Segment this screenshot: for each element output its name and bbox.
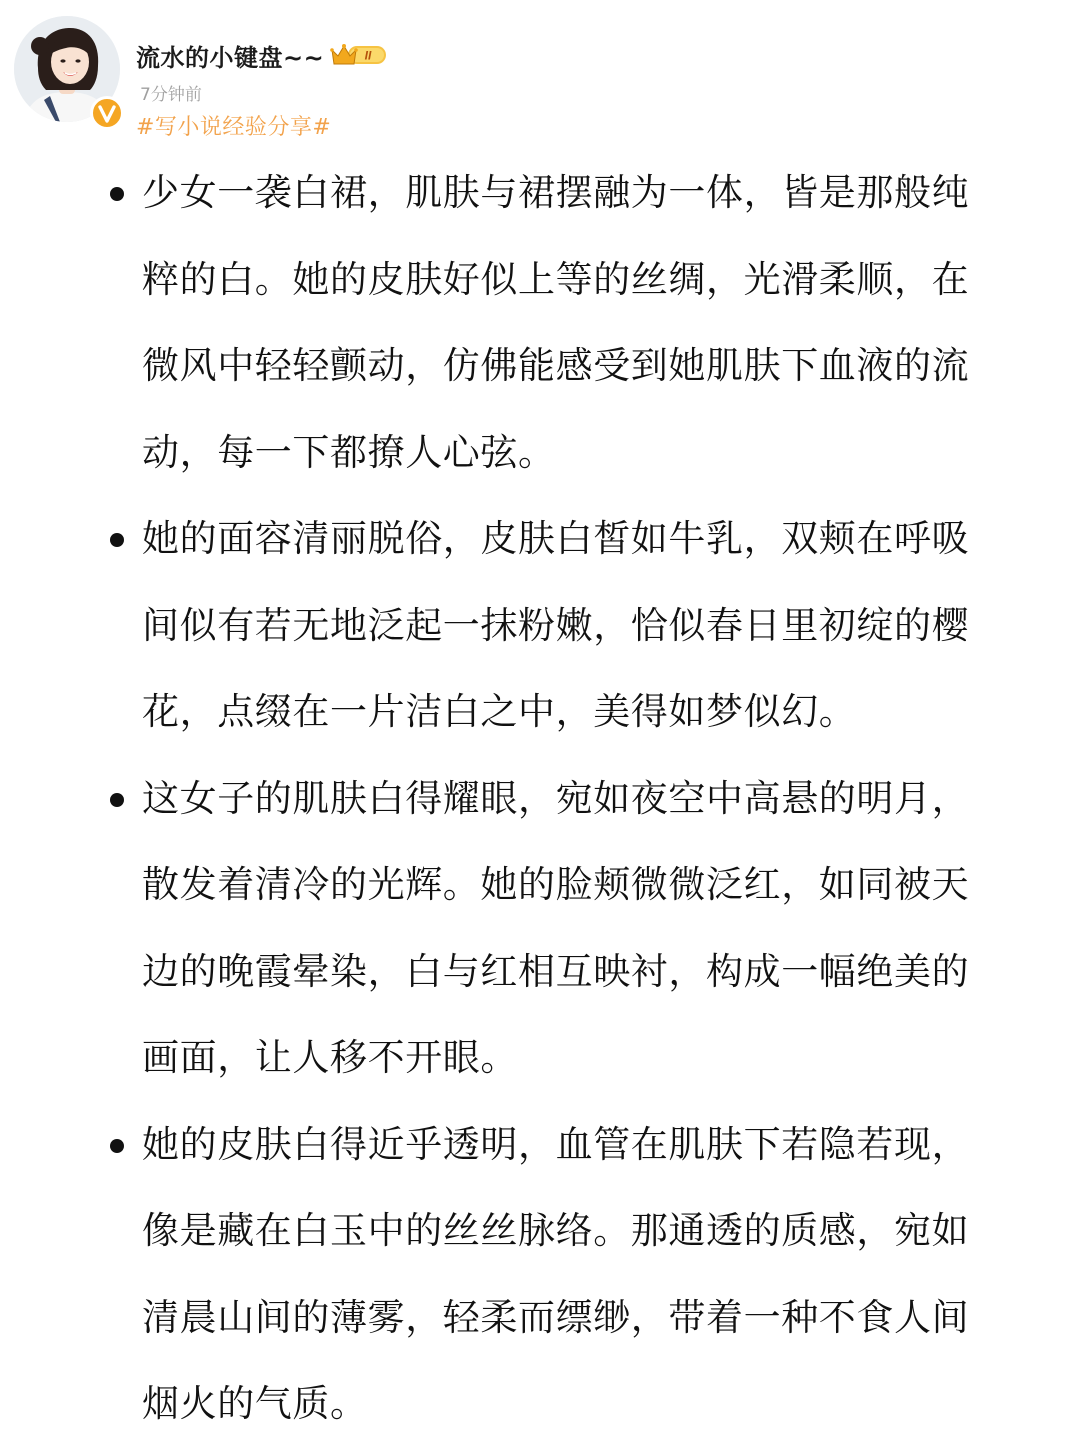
- list-item: [104, 1102, 1004, 1448]
- post-header: [0, 0, 1080, 150]
- post-body: [104, 150, 1004, 1448]
- bullet-dot-icon: [110, 187, 124, 201]
- bullet-dot-icon: [110, 793, 124, 807]
- verified-icon: [90, 96, 124, 130]
- bullet-text: 这女子的肌肤白得耀眼，宛如夜空中高悬的明月，散发着清冷的光辉。她的脸颊微微泛红，如同被天边的晚霞晕染，白与红相互映衬，构成一幅绝美的画面，让人移不开眼。: [142, 776, 970, 1079]
- list-item: [104, 756, 1004, 1102]
- bullet-dot-icon: [110, 1139, 124, 1153]
- vip-level-text: II: [364, 48, 372, 63]
- crown-level-badge-icon[interactable]: [330, 42, 388, 68]
- author-name[interactable]: 流水的小键盘~~: [136, 43, 325, 72]
- list-item: [104, 150, 1004, 496]
- topic-tag[interactable]: #写小说经验分享#: [136, 115, 332, 140]
- bullet-text: 少女一袭白裙，肌肤与裙摆融为一体，皆是那般纯粹的白。她的皮肤好似上等的丝绸，光滑柔顺，在微风中轻轻颤动，仿佛能感受到她肌肤下血液的流动，每一下都撩人心弦。: [142, 171, 970, 474]
- avatar-container[interactable]: [14, 16, 120, 122]
- list-item: [104, 496, 1004, 756]
- username-row: [136, 38, 388, 72]
- bullet-dot-icon: [110, 533, 124, 547]
- bullet-list: [104, 150, 1004, 1448]
- post-time: 7分钟前: [140, 85, 202, 105]
- bullet-text: 她的皮肤白得近乎透明，血管在肌肤下若隐若现，像是藏在白玉中的丝丝脉络。那通透的质感，宛如清晨山间的薄雾，轻柔而缥缈，带着一种不食人间烟火的气质。: [142, 1122, 970, 1425]
- bullet-text: 她的面容清丽脱俗，皮肤白皙如牛乳，双颊在呼吸间似有若无地泛起一抹粉嫩，恰似春日里初绽的樱花，点缀在一片洁白之中，美得如梦似幻。: [142, 517, 970, 733]
